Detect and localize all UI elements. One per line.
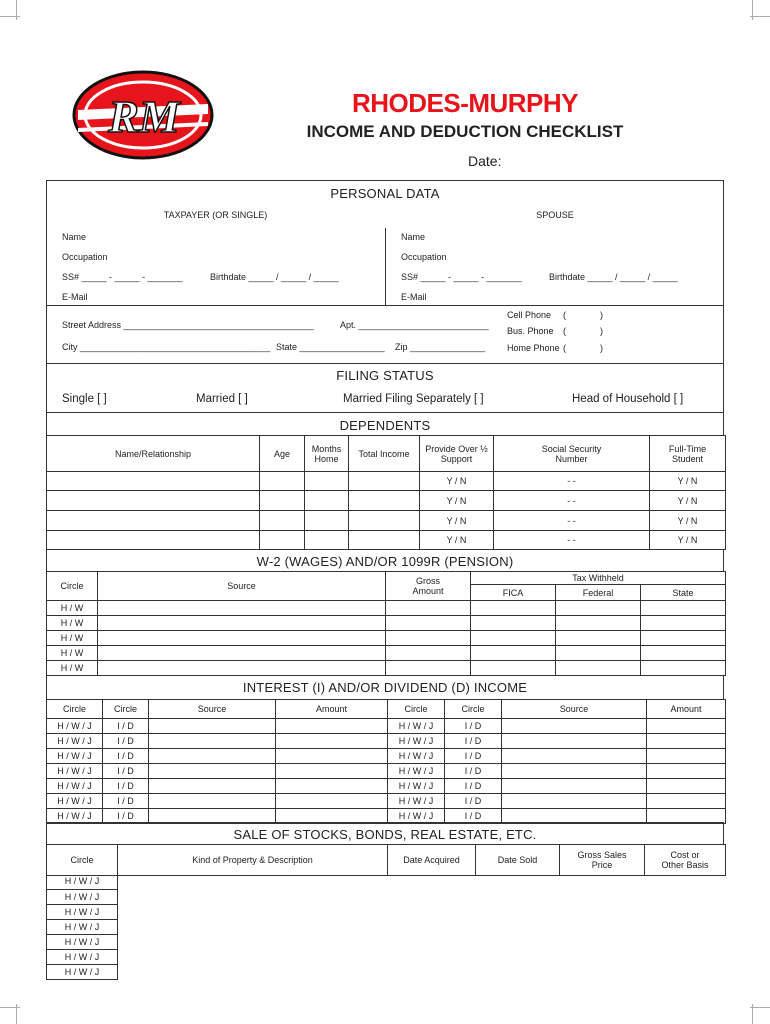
- w2-source-cell[interactable]: [98, 661, 386, 676]
- spouse-email-field[interactable]: E-Mail: [401, 292, 427, 302]
- interest-amount-cell[interactable]: [276, 734, 388, 749]
- home-phone-paren-close: ): [600, 343, 603, 353]
- dependent-name-cell[interactable]: [47, 491, 260, 511]
- stocks-col-date-sold: Date Sold: [476, 845, 560, 876]
- dependent-income-cell[interactable]: [349, 531, 420, 550]
- state-field[interactable]: State _________________: [276, 342, 385, 352]
- dependent-student-cell[interactable]: Y / N: [650, 491, 726, 511]
- taxpayer-name-field[interactable]: Name: [62, 232, 87, 242]
- interest-id-cell[interactable]: I / D: [445, 794, 502, 809]
- table-row: [47, 949, 118, 964]
- stocks-hwj-cell[interactable]: H / W / J: [47, 934, 118, 949]
- interest-hwj-cell[interactable]: H / W / J: [47, 794, 103, 809]
- stocks-hwj-cell[interactable]: H / W / J: [47, 964, 118, 979]
- dependent-ssn-cell[interactable]: - -: [494, 531, 650, 550]
- dependents-col-ssn: Social Security Number: [494, 436, 650, 472]
- interest-amount-cell[interactable]: [647, 764, 726, 779]
- dependents-col-name: Name/Relationship: [47, 436, 260, 472]
- crop-mark: [750, 16, 770, 17]
- w2-circle-cell[interactable]: H / W: [47, 631, 98, 646]
- interest-amount-cell[interactable]: [647, 779, 726, 794]
- stocks-heading: SALE OF STOCKS, BONDS, REAL ESTATE, ETC.: [233, 827, 537, 842]
- personal-data-heading: PERSONAL DATA: [330, 186, 440, 201]
- interest-id-cell[interactable]: I / D: [103, 734, 149, 749]
- taxpayer-ssn-field[interactable]: SS# _____ - _____ - _______: [62, 272, 183, 282]
- dependent-income-cell[interactable]: [349, 472, 420, 491]
- interest-id-cell[interactable]: I / D: [445, 779, 502, 794]
- w2-source-cell[interactable]: [98, 646, 386, 661]
- interest-amount-cell[interactable]: [647, 734, 726, 749]
- interest-source-cell[interactable]: [149, 764, 276, 779]
- w2-source-cell[interactable]: [98, 631, 386, 646]
- divider: [385, 228, 386, 305]
- stocks-hwj-cell[interactable]: H / W / J: [47, 919, 118, 934]
- w2-circle-cell[interactable]: H / W: [47, 646, 98, 661]
- spouse-heading: SPOUSE: [536, 210, 574, 220]
- filing-option-married[interactable]: Married [ ]: [196, 393, 248, 405]
- table-row: [47, 531, 726, 550]
- interest-id-cell[interactable]: I / D: [103, 719, 149, 734]
- dependent-support-cell[interactable]: Y / N: [420, 472, 494, 491]
- crop-mark: [0, 1007, 20, 1008]
- interest-col-circle: Circle: [445, 700, 502, 719]
- w2-state-cell[interactable]: [641, 646, 726, 661]
- w2-col-fica: FICA: [471, 585, 556, 601]
- interest-hwj-cell[interactable]: H / W / J: [388, 794, 445, 809]
- w2-gross-cell[interactable]: [386, 616, 471, 631]
- cell-phone-paren-open: (: [563, 310, 566, 320]
- stocks-col-gross: Gross Sales Price: [560, 845, 645, 876]
- dependent-months-cell[interactable]: [305, 511, 349, 531]
- interest-amount-cell[interactable]: [276, 749, 388, 764]
- interest-col-source: Source: [502, 700, 647, 719]
- table-row: [47, 919, 118, 934]
- street-address-field[interactable]: Street Address ______________________________________: [62, 320, 314, 330]
- crop-mark: [752, 0, 753, 20]
- dependent-name-cell[interactable]: [47, 472, 260, 491]
- w2-state-cell[interactable]: [641, 601, 726, 616]
- w2-fica-cell[interactable]: [471, 631, 556, 646]
- interest-source-cell[interactable]: [502, 734, 647, 749]
- interest-id-cell[interactable]: I / D: [445, 749, 502, 764]
- table-row: [47, 616, 726, 631]
- dependent-ssn-cell[interactable]: - -: [494, 491, 650, 511]
- interest-hwj-cell[interactable]: H / W / J: [47, 809, 103, 824]
- interest-hwj-cell[interactable]: H / W / J: [47, 764, 103, 779]
- interest-id-cell[interactable]: I / D: [445, 809, 502, 824]
- bus-phone-paren-open: (: [563, 326, 566, 336]
- table-row: [47, 889, 118, 904]
- interest-source-cell[interactable]: [149, 734, 276, 749]
- w2-col-federal: Federal: [556, 585, 641, 601]
- dependents-table: [46, 435, 726, 550]
- dependent-student-cell[interactable]: Y / N: [650, 531, 726, 550]
- table-row: [47, 749, 726, 764]
- interest-id-cell[interactable]: I / D: [445, 734, 502, 749]
- interest-source-cell[interactable]: [149, 719, 276, 734]
- w2-state-cell[interactable]: [641, 661, 726, 676]
- stocks-circle-column: [46, 874, 118, 980]
- table-row: [47, 472, 726, 491]
- spouse-occupation-field[interactable]: Occupation: [401, 252, 447, 262]
- w2-federal-cell[interactable]: [556, 616, 641, 631]
- interest-source-cell[interactable]: [502, 794, 647, 809]
- interest-heading: INTEREST (I) AND/OR DIVIDEND (D) INCOME: [242, 680, 528, 695]
- interest-hwj-cell[interactable]: H / W / J: [388, 809, 445, 824]
- stocks-table: [46, 844, 726, 876]
- table-row: [47, 874, 118, 889]
- interest-col-circle: Circle: [388, 700, 445, 719]
- interest-source-cell[interactable]: [149, 794, 276, 809]
- interest-hwj-cell[interactable]: H / W / J: [47, 719, 103, 734]
- w2-fica-cell[interactable]: [471, 661, 556, 676]
- dependents-col-months-home: Months Home: [305, 436, 349, 472]
- interest-id-cell[interactable]: I / D: [445, 719, 502, 734]
- logo-initials: RM: [108, 91, 180, 142]
- table-row: [47, 794, 726, 809]
- interest-amount-cell[interactable]: [276, 779, 388, 794]
- interest-hwj-cell[interactable]: H / W / J: [388, 749, 445, 764]
- dependent-name-cell[interactable]: [47, 511, 260, 531]
- interest-col-circle: Circle: [103, 700, 149, 719]
- date-label: Date:: [468, 153, 502, 169]
- bus-phone-label: Bus. Phone: [507, 326, 554, 336]
- interest-id-cell[interactable]: I / D: [103, 794, 149, 809]
- dependent-ssn-cell[interactable]: - -: [494, 511, 650, 531]
- w2-gross-cell[interactable]: [386, 631, 471, 646]
- interest-amount-cell[interactable]: [276, 794, 388, 809]
- w2-table: [46, 571, 726, 676]
- interest-table: [46, 699, 726, 824]
- w2-col-source: Source: [98, 572, 386, 601]
- w2-gross-cell[interactable]: [386, 601, 471, 616]
- crop-mark: [16, 0, 17, 20]
- interest-id-cell[interactable]: I / D: [103, 749, 149, 764]
- dependents-col-total-income: Total Income: [349, 436, 420, 472]
- w2-federal-cell[interactable]: [556, 661, 641, 676]
- spouse-ssn-field[interactable]: SS# _____ - _____ - _______: [401, 272, 522, 282]
- w2-col-tax-withheld: Tax Withheld: [471, 572, 726, 585]
- taxpayer-occupation-field[interactable]: Occupation: [62, 252, 108, 262]
- interest-source-cell[interactable]: [502, 779, 647, 794]
- w2-col-circle: Circle: [47, 572, 98, 601]
- interest-id-cell[interactable]: I / D: [445, 764, 502, 779]
- table-row: [47, 934, 118, 949]
- spouse-birthdate-field[interactable]: Birthdate _____ / _____ / _____: [549, 272, 678, 282]
- dependent-months-cell[interactable]: [305, 472, 349, 491]
- dependent-support-cell[interactable]: Y / N: [420, 531, 494, 550]
- table-row: [47, 779, 726, 794]
- dependent-support-cell[interactable]: Y / N: [420, 511, 494, 531]
- w2-federal-cell[interactable]: [556, 646, 641, 661]
- stocks-hwj-cell[interactable]: H / W / J: [47, 949, 118, 964]
- table-row: [47, 491, 726, 511]
- table-row: [47, 904, 118, 919]
- table-row: [47, 964, 118, 979]
- taxpayer-birthdate-field[interactable]: Birthdate _____ / _____ / _____: [210, 272, 339, 282]
- dependent-months-cell[interactable]: [305, 491, 349, 511]
- interest-id-cell[interactable]: I / D: [103, 764, 149, 779]
- dependent-name-cell[interactable]: [47, 531, 260, 550]
- dependent-age-cell[interactable]: [260, 511, 305, 531]
- dependents-col-support: Provide Over ½ Support: [420, 436, 494, 472]
- table-row: [47, 601, 726, 616]
- stocks-col-circle: Circle: [47, 845, 118, 876]
- interest-source-cell[interactable]: [149, 779, 276, 794]
- w2-federal-cell[interactable]: [556, 631, 641, 646]
- company-name: RHODES-MURPHY: [351, 88, 579, 118]
- crop-mark: [0, 16, 20, 17]
- interest-amount-cell[interactable]: [647, 749, 726, 764]
- stocks-col-kind: Kind of Property & Description: [118, 845, 388, 876]
- table-row: [47, 734, 726, 749]
- table-row: [47, 646, 726, 661]
- interest-amount-cell[interactable]: [276, 719, 388, 734]
- interest-amount-cell[interactable]: [647, 719, 726, 734]
- stocks-hwj-cell[interactable]: H / W / J: [47, 874, 118, 889]
- interest-source-cell[interactable]: [502, 749, 647, 764]
- dependent-age-cell[interactable]: [260, 472, 305, 491]
- interest-amount-cell[interactable]: [276, 764, 388, 779]
- w2-state-cell[interactable]: [641, 616, 726, 631]
- interest-source-cell[interactable]: [502, 719, 647, 734]
- w2-gross-cell[interactable]: [386, 646, 471, 661]
- dependents-heading: DEPENDENTS: [339, 418, 431, 433]
- w2-fica-cell[interactable]: [471, 601, 556, 616]
- dependent-support-cell[interactable]: Y / N: [420, 491, 494, 511]
- w2-heading: W-2 (WAGES) AND/OR 1099R (PENSION): [256, 554, 514, 569]
- rhodes-murphy-logo: [72, 70, 214, 160]
- interest-col-amount: Amount: [276, 700, 388, 719]
- interest-hwj-cell[interactable]: H / W / J: [47, 779, 103, 794]
- w2-circle-cell[interactable]: H / W: [47, 616, 98, 631]
- taxpayer-heading: TAXPAYER (OR SINGLE): [163, 210, 268, 220]
- dependent-age-cell[interactable]: [260, 531, 305, 550]
- zip-field[interactable]: Zip _______________: [395, 342, 486, 352]
- filing-option-head-of-household[interactable]: Head of Household [ ]: [572, 393, 684, 405]
- home-phone-paren-open: (: [563, 343, 566, 353]
- w2-circle-cell[interactable]: H / W: [47, 601, 98, 616]
- dependent-income-cell[interactable]: [349, 491, 420, 511]
- filing-option-married-separately[interactable]: Married Filing Separately [ ]: [343, 393, 484, 405]
- dependent-student-cell[interactable]: Y / N: [650, 472, 726, 491]
- filing-status-heading: FILING STATUS: [336, 368, 434, 383]
- crop-mark: [750, 1007, 770, 1008]
- w2-source-cell[interactable]: [98, 601, 386, 616]
- city-field[interactable]: City ______________________________________: [62, 342, 271, 352]
- w2-state-cell[interactable]: [641, 631, 726, 646]
- w2-circle-cell[interactable]: H / W: [47, 661, 98, 676]
- dependent-income-cell[interactable]: [349, 511, 420, 531]
- cell-phone-paren-close: ): [600, 310, 603, 320]
- form-title: INCOME AND DEDUCTION CHECKLIST: [306, 122, 624, 141]
- filing-option-single[interactable]: Single [ ]: [62, 393, 107, 405]
- apt-field[interactable]: Apt. __________________________: [340, 320, 489, 330]
- dependents-col-age: Age: [260, 436, 305, 472]
- stocks-col-cost: Cost or Other Basis: [645, 845, 726, 876]
- stocks-hwj-cell[interactable]: H / W / J: [47, 904, 118, 919]
- stocks-col-date-acquired: Date Acquired: [388, 845, 476, 876]
- table-row: [47, 511, 726, 531]
- dependent-ssn-cell[interactable]: - -: [494, 472, 650, 491]
- interest-col-source: Source: [149, 700, 276, 719]
- w2-source-cell[interactable]: [98, 616, 386, 631]
- bus-phone-paren-close: ): [600, 326, 603, 336]
- w2-col-state: State: [641, 585, 726, 601]
- interest-source-cell[interactable]: [149, 749, 276, 764]
- interest-id-cell[interactable]: I / D: [103, 809, 149, 824]
- interest-hwj-cell[interactable]: H / W / J: [388, 734, 445, 749]
- table-row: [47, 764, 726, 779]
- interest-hwj-cell[interactable]: H / W / J: [388, 719, 445, 734]
- w2-federal-cell[interactable]: [556, 601, 641, 616]
- w2-col-gross: Gross Amount: [386, 572, 471, 601]
- interest-col-circle: Circle: [47, 700, 103, 719]
- dependent-student-cell[interactable]: Y / N: [650, 511, 726, 531]
- home-phone-label: Home Phone: [507, 343, 560, 353]
- taxpayer-email-field[interactable]: E-Mail: [62, 292, 88, 302]
- dependent-age-cell[interactable]: [260, 491, 305, 511]
- interest-amount-cell[interactable]: [647, 794, 726, 809]
- w2-gross-cell[interactable]: [386, 661, 471, 676]
- table-row: [47, 719, 726, 734]
- interest-id-cell[interactable]: I / D: [103, 779, 149, 794]
- interest-hwj-cell[interactable]: H / W / J: [388, 764, 445, 779]
- spouse-name-field[interactable]: Name: [401, 232, 426, 242]
- table-row: [47, 631, 726, 646]
- interest-col-amount: Amount: [647, 700, 726, 719]
- w2-fica-cell[interactable]: [471, 646, 556, 661]
- interest-source-cell[interactable]: [502, 764, 647, 779]
- interest-hwj-cell[interactable]: H / W / J: [47, 734, 103, 749]
- dependents-col-student: Full-Time Student: [650, 436, 726, 472]
- table-row: [47, 661, 726, 676]
- interest-hwj-cell[interactable]: H / W / J: [388, 779, 445, 794]
- w2-fica-cell[interactable]: [471, 616, 556, 631]
- divider: [46, 305, 724, 306]
- cell-phone-label: Cell Phone: [507, 310, 552, 320]
- interest-hwj-cell[interactable]: H / W / J: [47, 749, 103, 764]
- stocks-hwj-cell[interactable]: H / W / J: [47, 889, 118, 904]
- dependent-months-cell[interactable]: [305, 531, 349, 550]
